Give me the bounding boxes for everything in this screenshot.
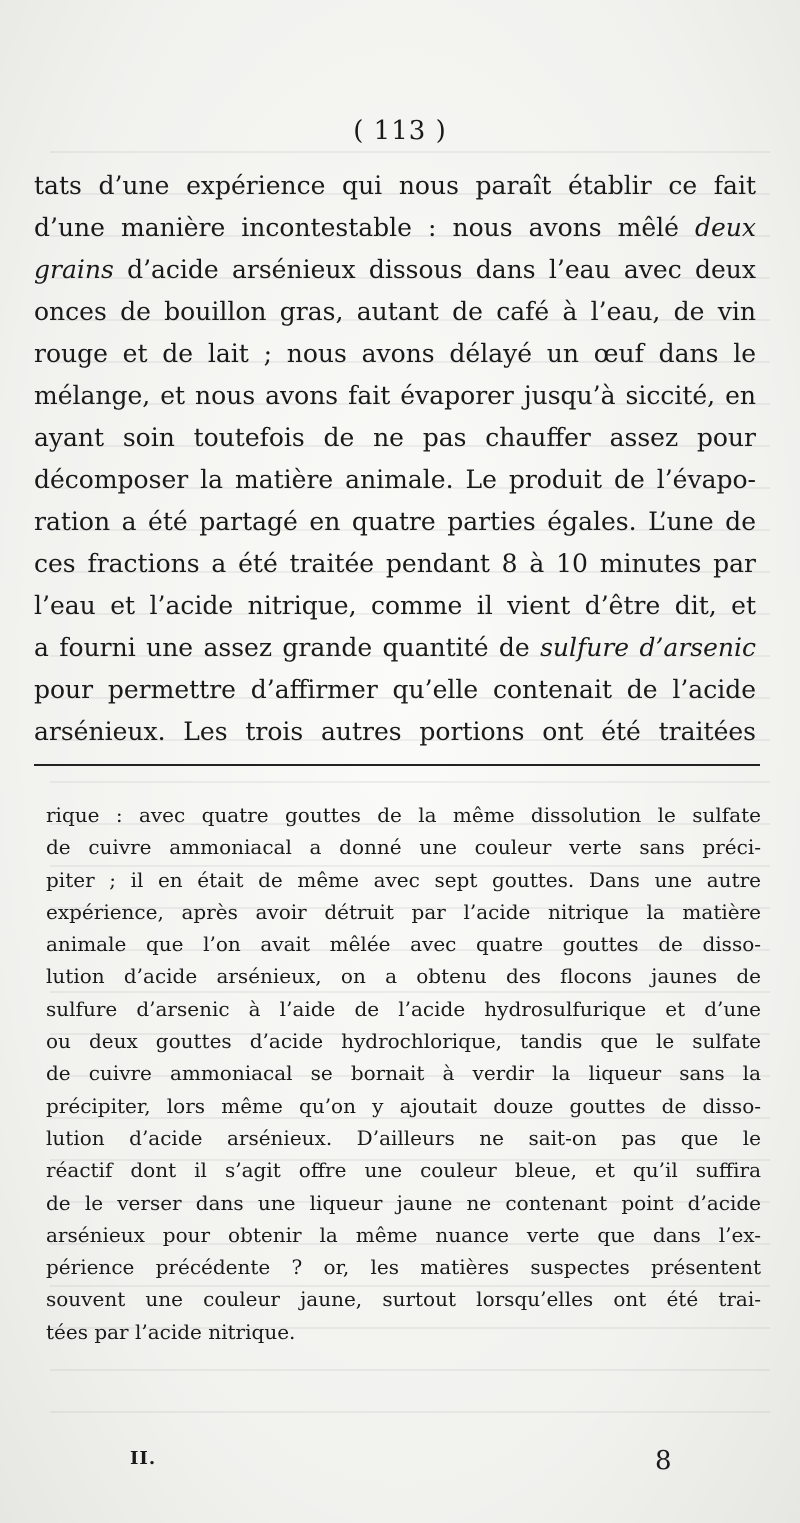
body-line-text: rouge et de lait ; nous avons délayé un œuf dans le — [34, 339, 756, 368]
footnote-line: souvent une couleur jaune, surtout lorsqu’elles ont été trai- — [46, 1287, 761, 1312]
body-line — [34, 333, 756, 375]
body-line-text: onces de bouillon gras, autant de café à l’eau, de vin — [34, 297, 756, 326]
footnote-line: arsénieux pour obtenir la même nuance verte que dans l’ex- — [46, 1222, 761, 1247]
body-line — [34, 375, 756, 417]
body-line — [34, 543, 756, 585]
signature-mark: II. — [130, 1448, 157, 1469]
footnote-line: précipiter, lors même qu’on y ajoutait douze gouttes de disso- — [46, 1093, 761, 1118]
body-line-italic-text: deux — [695, 213, 756, 242]
main-body-text — [34, 165, 756, 753]
body-line-text: décomposer la matière animale. Le produit de l’évapo- — [34, 465, 756, 494]
footnote-line: rique : avec quatre gouttes de la même dissolution le sulfate — [46, 803, 761, 827]
body-line — [34, 165, 756, 207]
footnote-line: piter ; il en était de même avec sept gouttes. Dans une autre — [46, 867, 761, 892]
body-line — [34, 459, 756, 501]
page-number: ( 113 ) — [353, 116, 447, 146]
footnote-line: de le verser dans une liqueur jaune ne contenant point d’acide — [46, 1190, 761, 1215]
body-line — [34, 711, 756, 753]
body-line — [34, 585, 756, 627]
footnote-line: périence précédente ? or, les matières suspectes présentent — [46, 1255, 761, 1280]
body-line-text: tats d’une expérience qui nous paraît établir ce fait — [34, 171, 756, 200]
body-line-text: ces fractions a été traitée pendant 8 à 10 minutes par — [34, 549, 756, 578]
footnote-separator-rule — [34, 764, 760, 766]
footnote-line: de cuivre ammoniacal se bornait à verdir la liqueur sans la — [46, 1061, 761, 1086]
footnote-line: expérience, après avoir détruit par l’acide nitrique la matière — [46, 899, 761, 924]
footnote-line: animale que l’on avait mêlée avec quatre gouttes de disso- — [46, 932, 761, 957]
body-line-text: ration a été partagé en quatre parties égales. L’une de — [34, 507, 756, 536]
body-line-italic-text: sulfure d’arsenic — [540, 633, 756, 662]
footnote-line: tées par l’acide nitrique. — [46, 1319, 296, 1344]
footnote-line: de cuivre ammoniacal a donné une couleur verte sans préci- — [46, 835, 761, 860]
body-line — [34, 207, 756, 249]
body-line — [34, 669, 756, 711]
body-line-text: d’acide arsénieux dissous dans l’eau avec deux — [113, 255, 756, 284]
body-line — [34, 501, 756, 543]
body-line — [34, 291, 756, 333]
signature-number: 8 — [655, 1446, 672, 1476]
body-line-text: pour permettre d’affirmer qu’elle contenait de l’acide — [34, 675, 756, 704]
body-line-text: a fourni une assez grande quantité de — [34, 633, 541, 662]
body-line-text: ayant soin toutefois de ne pas chauffer assez pour — [34, 423, 756, 452]
footnote-line: réactif dont il s’agit offre une couleur bleue, et qu’il suffira — [46, 1158, 761, 1183]
body-line — [34, 627, 756, 669]
body-line — [34, 249, 756, 291]
body-line-italic-text: grains — [34, 255, 114, 284]
body-line — [34, 417, 756, 459]
body-line-text: mélange, et nous avons fait évaporer jusqu’à siccité, en — [34, 381, 756, 410]
footnote-line: lution d’acide arsénieux. D’ailleurs ne sait-on pas que le — [46, 1125, 761, 1150]
body-line-text: arsénieux. Les trois autres portions ont été traitées — [34, 717, 756, 746]
footnote-text — [46, 799, 761, 1348]
footnote-line: lution d’acide arsénieux, on a obtenu des flocons jaunes de — [46, 964, 761, 989]
footnote-line: ou deux gouttes d’acide hydrochlorique, tandis que le sulfate — [46, 1029, 761, 1054]
footnote-line: sulfure d’arsenic à l’aide de l’acide hydrosulfurique et d’une — [46, 996, 761, 1021]
body-line-text: l’eau et l’acide nitrique, comme il vient d’être dit, et — [34, 591, 756, 620]
body-line-text: d’une manière incontestable : nous avons mêlé — [34, 213, 695, 242]
